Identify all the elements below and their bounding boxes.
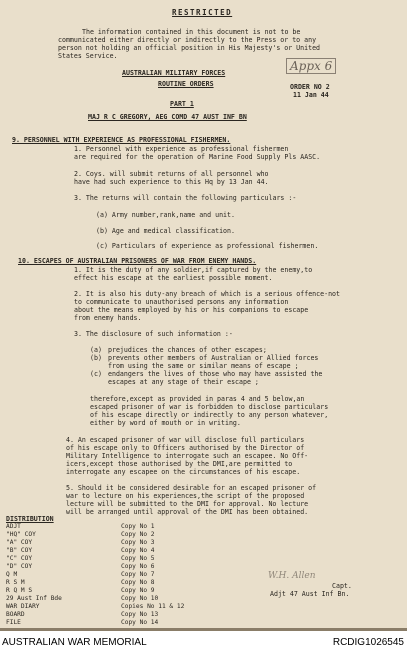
distribution-recipient: Q M <box>6 571 18 578</box>
distribution-copy: Copy No 9 <box>121 587 155 594</box>
distribution-copy: Copy No 10 <box>121 595 159 602</box>
distribution-copy: Copies No 11 & 12 <box>121 603 185 610</box>
section-10-para-5: will be arranged until approval of the DMI has been obtained. <box>66 508 309 516</box>
footer-right: RCDIG1026545 <box>332 637 404 648</box>
distribution-copy: Copy No 5 <box>121 555 155 562</box>
notice-line-3: person not holding an official position in His Majesty's or United <box>58 44 321 52</box>
section-10-item-b-mark: (b) <box>90 354 102 362</box>
distribution-recipient: R S M <box>6 579 25 586</box>
distribution-row <box>6 611 336 619</box>
notice-line-1: The information contained in this document is not to be <box>82 28 301 36</box>
issuer-line: MAJ R C GREGORY, AEG COMD 47 AUST INF BN <box>88 113 247 121</box>
distribution-copy: Copy No 1 <box>121 523 155 530</box>
section-10-therefore: of his escape directly or indirectly to any person whatever, <box>90 411 329 419</box>
distribution-recipient: "A" COY <box>6 539 33 546</box>
distribution-recipient: "D" COY <box>6 563 33 570</box>
distribution-row <box>6 619 336 627</box>
section-10-item-c-text: endangers the lives of those who may have assisted the <box>108 370 323 378</box>
signature-rank: Capt. <box>332 582 352 590</box>
section-10-para-5: lecture will be submitted to the DMI for approval. No lecture <box>66 500 309 508</box>
distribution-recipient: BOARD <box>6 611 25 618</box>
section-9-heading: 9. PERSONNEL WITH EXPERIENCE AS PROFESSIONAL FISHERMEN. <box>12 136 231 144</box>
distribution-recipient: 29 Aust Inf Bde <box>6 595 62 602</box>
section-10-para-4: of his escape only to Officers authorised by the Director of <box>66 444 305 452</box>
section-10-para-2: about the means employed by his or his companions to escape <box>74 306 309 314</box>
distribution-copy: Copy No 2 <box>121 531 155 538</box>
section-9-para-1: 1. Personnel with experience as professional fishermen <box>74 145 289 153</box>
section-10-therefore: therefore,except as provided in paras 4 and 5 below,an <box>90 395 305 403</box>
section-10-para-1: effect his escape at the earliest possible moment. <box>74 274 273 282</box>
section-10-para-5: 5. Should it be considered desirable for an escaped prisoner of <box>66 484 317 492</box>
section-9-para-1: are required for the operation of Marine Food Supply Pls AASC. <box>74 153 321 161</box>
distribution-row <box>6 539 336 547</box>
section-10-para-1: 1. It is the duty of any soldier,if captured by the enemy,to <box>74 266 313 274</box>
distribution-copy: Copy No 4 <box>121 547 155 554</box>
section-9-para-2: have had such experience to this Hq by 13 Jan 44. <box>74 178 269 186</box>
section-10-item-b-text: prevents other members of Australian or Allied forces <box>108 354 319 362</box>
section-10-item-c-text: escapes at any stage of their escape ; <box>108 378 259 386</box>
distribution-copy: Copy No 6 <box>121 563 155 570</box>
distribution-recipient: ADJT <box>6 523 21 530</box>
footer-left: AUSTRALIAN WAR MEMORIAL <box>2 637 147 648</box>
order-date: 11 Jan 44 <box>293 91 329 99</box>
distribution-recipient: FILE <box>6 619 21 626</box>
section-10-para-4: 4. An escaped prisoner of war will disclose full particulars <box>66 436 305 444</box>
document-title: ROUTINE ORDERS <box>158 80 214 88</box>
distribution-heading: DISTRIBUTION <box>6 515 54 523</box>
distribution-copy: Copy No 14 <box>121 619 159 626</box>
section-9-para-3: 3. The returns will contain the following particulars :- <box>74 194 297 202</box>
distribution-row <box>6 603 336 611</box>
section-10-para-3: 3. The disclosure of such information :- <box>74 330 233 338</box>
section-10-item-a-text: prejudices the chances of other escapes; <box>108 346 267 354</box>
section-9-item-c: (c) Particulars of experience as professional fishermen. <box>96 242 319 250</box>
section-10-para-2: 2. It is also his duty-any breach of which is a serious offence-not <box>74 290 340 298</box>
part-label: PART 1 <box>170 100 194 108</box>
distribution-copy: Copy No 8 <box>121 579 155 586</box>
distribution-recipient: "HQ" COY <box>6 531 36 538</box>
section-9-item-b: (b) Age and medical classification. <box>96 227 235 235</box>
section-10-item-c-mark: (c) <box>90 370 102 378</box>
classification-label: RESTRICTED <box>172 8 233 17</box>
section-9-item-a: (a) Army number,rank,name and unit. <box>96 211 235 219</box>
distribution-recipient: R Q M S <box>6 587 33 594</box>
appendix-annotation: Appx 6 <box>286 58 336 74</box>
distribution-copy: Copy No 3 <box>121 539 155 546</box>
force-title: AUSTRALIAN MILITARY FORCES <box>122 69 226 77</box>
section-10-therefore: either by word of mouth or in writing. <box>90 419 241 427</box>
distribution-row <box>6 555 336 563</box>
notice-line-4: States Service. <box>58 52 118 60</box>
distribution-row <box>6 547 336 555</box>
distribution-copy: Copy No 13 <box>121 611 159 618</box>
section-10-para-4: Military Intelligence to interrogate such an escapee. No Off- <box>66 452 309 460</box>
distribution-row <box>6 563 336 571</box>
distribution-recipient: "C" COY <box>6 555 33 562</box>
signature: W.H. Allen <box>268 571 316 581</box>
distribution-recipient: WAR DIARY <box>6 603 40 610</box>
section-10-para-4: icers,except those authorised by the DMI,are permitted to <box>66 460 293 468</box>
archive-footer <box>0 631 407 654</box>
distribution-row <box>6 531 336 539</box>
section-10-para-2: from enemy hands. <box>74 314 142 322</box>
section-10-item-a-mark: (a) <box>90 346 102 354</box>
section-10-para-2: to communicate to unauthorised persons any information <box>74 298 289 306</box>
section-10-therefore: escaped prisoner of war is forbidden to disclose particulars <box>90 403 329 411</box>
section-10-item-b-text: from using the same or similar means of escape ; <box>108 362 299 370</box>
distribution-row <box>6 523 336 531</box>
distribution-copy: Copy No 7 <box>121 571 155 578</box>
notice-line-2: communicated either directly or indirectly to the Press or to any <box>58 36 317 44</box>
section-10-para-4: interrogate any escapee on the circumstances of his escape. <box>66 468 301 476</box>
order-number: ORDER NO 2 <box>290 83 330 91</box>
section-9-para-2: 2. Coys. will submit returns of all personnel who <box>74 170 269 178</box>
distribution-recipient: "B" COY <box>6 547 33 554</box>
section-10-para-5: war to lecture on his experiences,the script of the proposed <box>66 492 305 500</box>
section-10-heading: 10. ESCAPES OF AUSTRALIAN PRISONERS OF WAR FROM ENEMY HANDS. <box>18 257 257 265</box>
signature-role: Adjt 47 Aust Inf Bn. <box>270 590 350 598</box>
